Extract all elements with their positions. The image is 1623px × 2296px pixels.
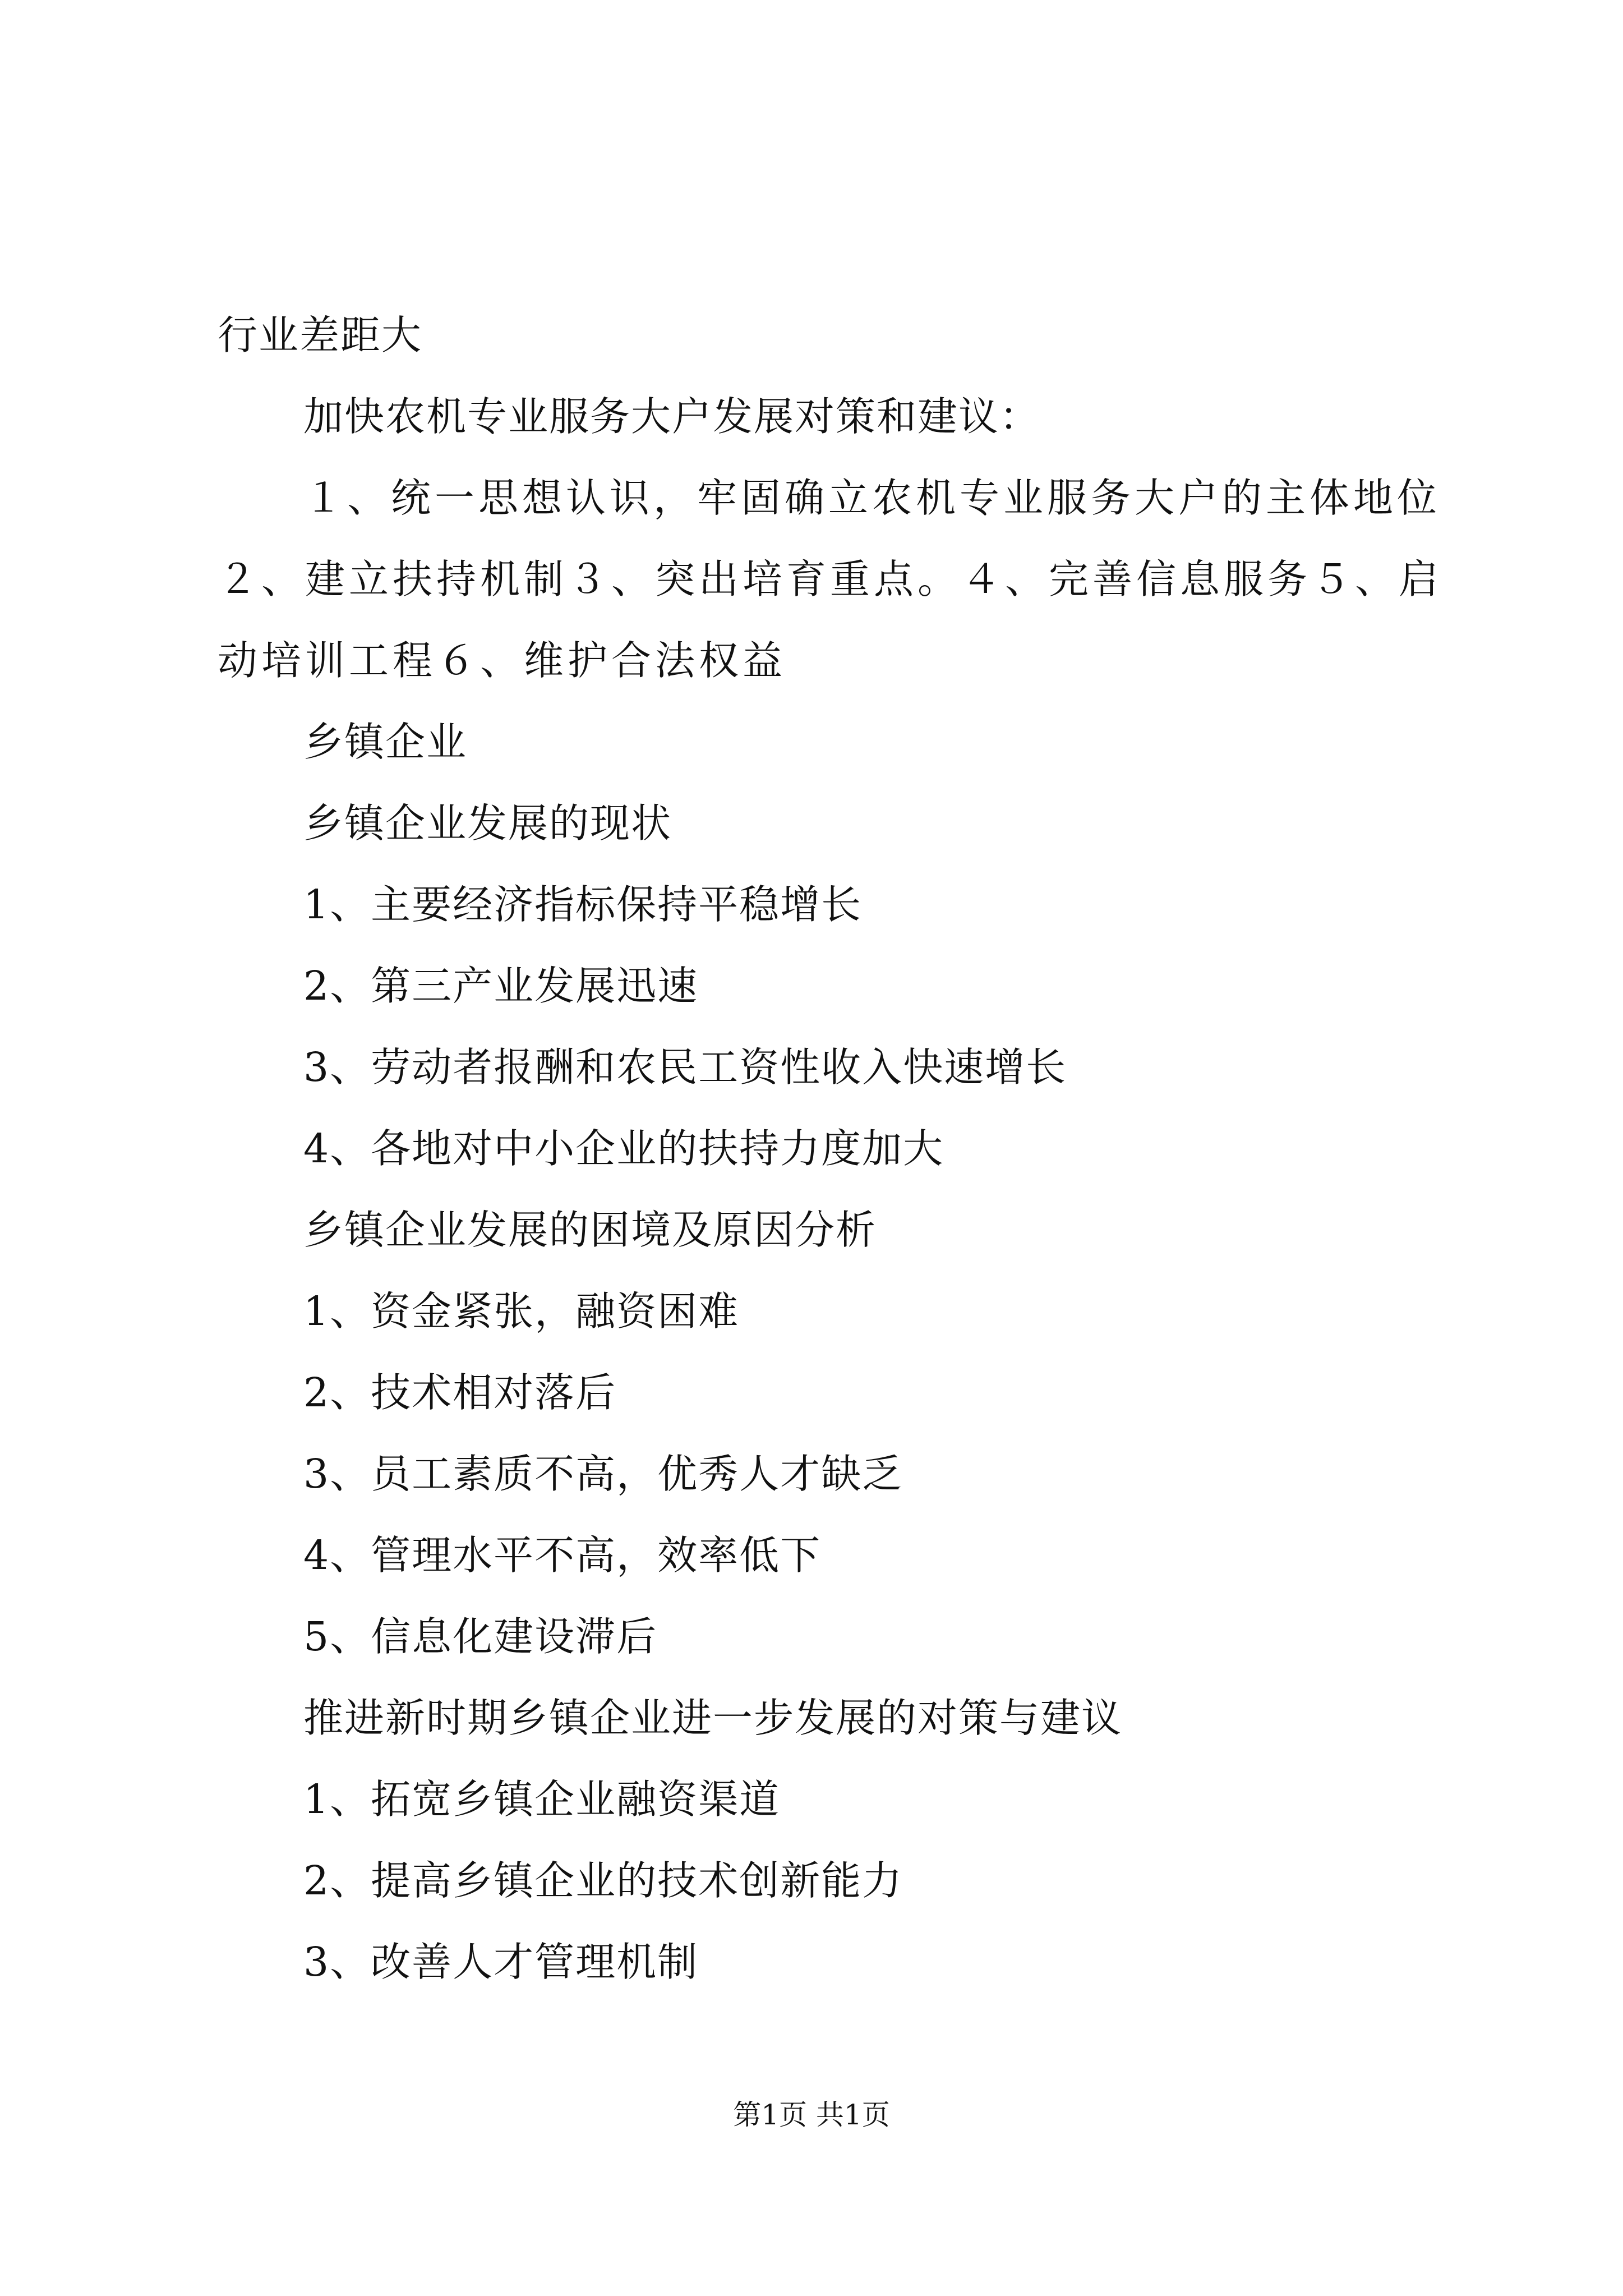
list-item: 2、第三产业发展迅速 (303, 963, 699, 1009)
text-line-3: １、统一思想认识，牢固确立农机专业服务大户的主体地位 (303, 475, 1441, 521)
list-item: 2、提高乡镇企业的技术创新能力 (303, 1857, 903, 1904)
subheading-status: 乡镇企业发展的现状 (303, 800, 672, 846)
list-item: 1、拓宽乡镇企业融资渠道 (303, 1776, 781, 1823)
subheading-difficulties: 乡镇企业发展的困境及原因分析 (303, 1207, 877, 1253)
list-item: 3、劳动者报酬和农民工资性收入快速增长 (303, 1044, 1067, 1091)
subheading-countermeasures: 推进新时期乡镇企业进一步发展的对策与建议 (303, 1695, 1123, 1741)
list-item: 3、改善人才管理机制 (303, 1939, 699, 1985)
text-line-4: ２、建立扶持机制３、突出培育重点。４、完善信息服务５、启 (218, 556, 1443, 602)
text-line-1: 行业差距大 (218, 312, 423, 358)
text-line-5: 动培训工程６、维护合法权益 (218, 637, 787, 684)
list-item: 4、各地对中小企业的扶持力度加大 (303, 1125, 944, 1172)
list-item: 4、管理水平不高，效率低下 (303, 1532, 822, 1579)
text-line-2: 加快农机专业服务大户发展对策和建议： (303, 393, 1041, 440)
list-item: 1、资金紧张，融资困难 (303, 1288, 740, 1335)
section-heading-township-enterprises: 乡镇企业 (303, 719, 468, 765)
list-item: 5、信息化建设滞后 (303, 1613, 658, 1660)
page-footer: 第1页 共1页 (733, 2099, 890, 2131)
list-item: 2、技术相对落后 (303, 1369, 617, 1416)
list-item: 3、员工素质不高，优秀人才缺乏 (303, 1451, 903, 1497)
list-item: 1、主要经济指标保持平稳增长 (303, 881, 863, 928)
